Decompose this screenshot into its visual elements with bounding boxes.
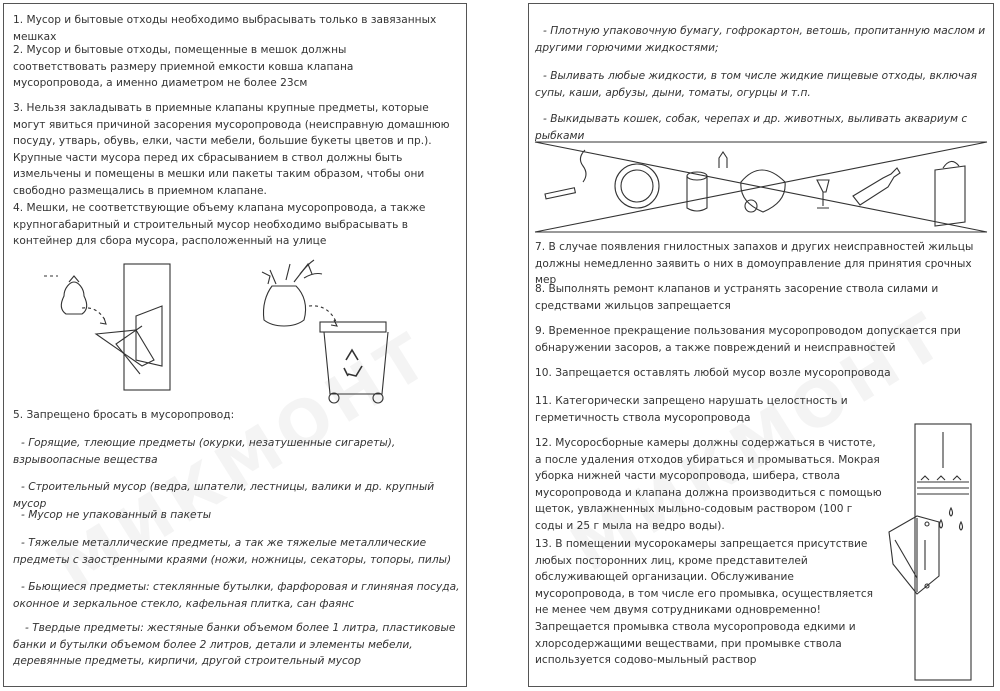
chute-washing-illustration	[881, 422, 989, 687]
rule-8: 8. Выполнять ремонт клапанов и устранять засорение ствола силами и средствами жильцов запрещается	[535, 283, 939, 312]
ban-item-4: - Тяжелые металлические предметы, а так же тяжелые металлические предметы с заостренными краями (ножи, ножницы, секаторы, топоры, пилы)	[13, 537, 452, 566]
rule-9: 9. Временное прекращение пользования мусоропроводом допускается при обнаружении засоров, а также повреждений и неисправностей	[535, 325, 961, 354]
ban-item-1: - Горящие, тлеющие предметы (окурки, незатушенные сигареты), взрывоопасные вещества	[13, 437, 396, 466]
chute-illustration	[24, 256, 444, 410]
ban-item-8: - Выливать любые жидкости, в том числе жидкие пищевые отходы, включая супы, каши, арбузы, дыни, томаты, огурцы и т.п.	[535, 70, 977, 99]
rule-2: 2. Мусор и бытовые отходы, помещенные в мешок должны соответствовать размеру приемной емкости ковша клапана мусоропровода, а именно диаметром не более 23см	[13, 44, 354, 90]
rule-4: 4. Мешки, не соответствующие объему клапана мусоропровода, а также крупногабаритный и строительный мусор необходимо выбрасывать в контейнер для сбора мусора, расположенный на улице	[13, 202, 426, 248]
rule-11: 11. Категорически запрещено нарушать целостность и герметичность ствола мусоропровода	[535, 395, 848, 424]
ban-item-9: - Выкидывать кошек, собак, черепах и др. животных, выливать аквариум с рыбками	[535, 113, 968, 142]
ban-item-2: - Строительный мусор (ведра, шпатели, лестницы, валики и др. крупный мусор	[13, 481, 435, 510]
rule-12: 12. Мусоросборные камеры должны содержаться в чистоте, а после удаления отходов убираться и промываться. Мокрая уборка нижней части мусоропровода, шибера, ствола мусоропровода и клапана должна производиться с помощью щеток, увлажненных мыльно-содовым раствором (100 г соды и 25 г мыла на ведро воды).	[535, 437, 882, 532]
ban-item-3: - Мусор не упакованный в пакеты	[21, 509, 212, 521]
page-right	[528, 3, 994, 687]
rule-10: 10. Запрещается оставлять любой мусор возле мусоропровода	[535, 367, 891, 379]
ban-item-5: - Бьющиеся предметы: стеклянные бутылки, фарфоровая и глиняная посуда, оконное и зеркальное стекло, кафельная плитка, сан фаянс	[13, 581, 460, 610]
rule-7: 7. В случае появления гнилостных запахов и других неисправностей жильцы должны немедленно заявить о них в домоуправление для принятия срочных мер	[535, 241, 974, 287]
rule-13: 13. В помещении мусорокамеры запрещается присутствие любых посторонних лиц, кроме представителей обслуживающей организации. Обслуживание мусоропровода, в том числе его промывка, осуществляется не менее чем двумя сотрудниками одновременно! Запрещается промывка ствола мусоропровода едкими и хлорсодержащими веществами, при промывке ствола используется содово-мыльный раствор	[535, 538, 874, 667]
ban-item-6: - Твердые предметы: жестяные банки объемом более 1 литра, пластиковые банки и бутылки объемом более 2 литров, детали и элементы мебели, деревянные предметы, кирпичи, другой строительный мусор	[13, 622, 456, 668]
rule-3: 3. Нельзя закладывать в приемные клапаны крупные предметы, которые могут явиться причиной засорения мусоропровода (неисправную домашнюю посуду, утварь, обувь, елки, части мебели, большие букеты цветов и пр.). Крупные части мусора перед их сбрасыванием в ствол должны быть измельчены и помещены в мешки или пакеты таким образом, чтобы они свободно размещались в приемном клапане.	[13, 102, 450, 197]
prohibited-items-illustration	[535, 142, 987, 238]
page-left	[3, 3, 467, 687]
rule-1: 1. Мусор и бытовые отходы необходимо выбрасывать только в завязанных мешках	[13, 14, 437, 43]
ban-item-7: - Плотную упаковочную бумагу, гофрокартон, ветошь, пропитанную маслом и другими горючими жидкостями;	[535, 25, 986, 54]
rule-5: 5. Запрещено бросать в мусоропровод:	[13, 409, 235, 421]
